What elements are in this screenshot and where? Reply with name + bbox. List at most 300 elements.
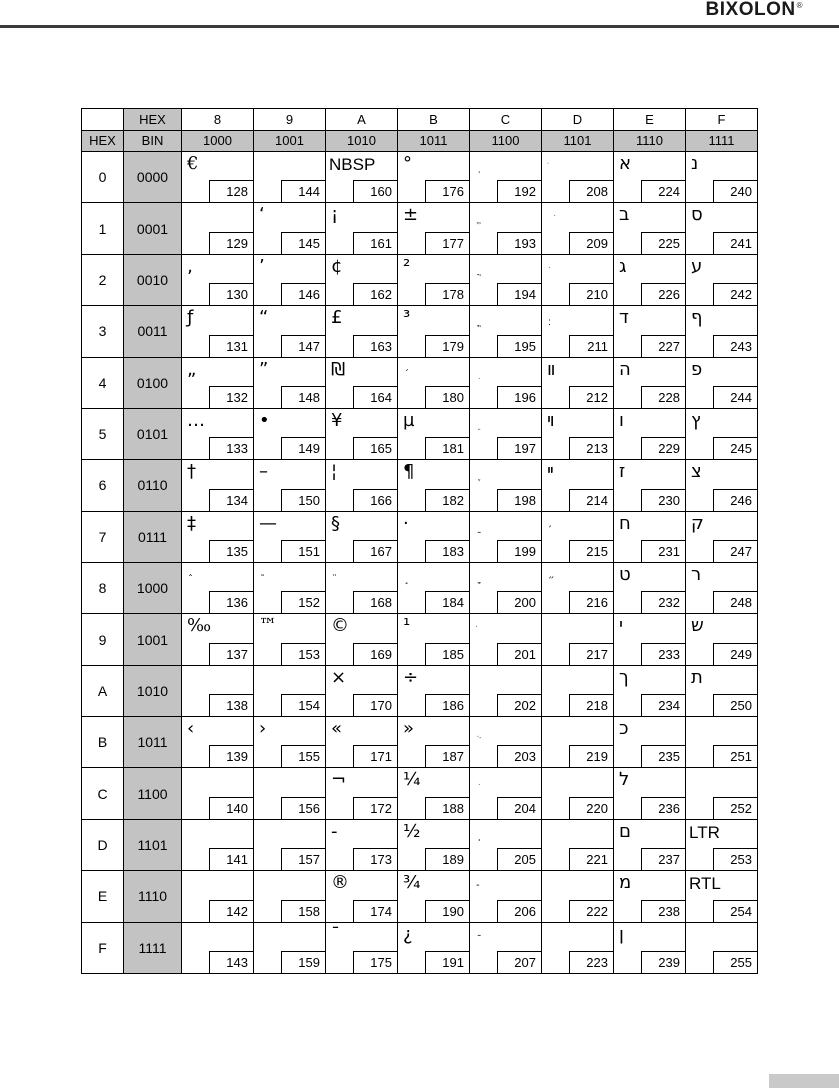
- decimal-code: 226: [641, 283, 685, 305]
- glyph: ט: [619, 564, 631, 585]
- glyph: ´: [404, 368, 409, 380]
- decimal-code: 232: [641, 591, 685, 613]
- char-cell: [326, 665, 398, 716]
- char-cell: [254, 665, 326, 716]
- decimal-code: 180: [425, 386, 469, 408]
- glyph: ¦: [331, 461, 338, 483]
- char-cell: [182, 717, 254, 768]
- row-bin: 0101: [124, 408, 182, 459]
- glyph: ג: [619, 255, 627, 277]
- char-cell: [542, 717, 614, 768]
- decimal-code: 215: [569, 540, 613, 562]
- char-cell: [182, 357, 254, 408]
- decimal-code: 193: [497, 232, 541, 254]
- char-cell: [542, 768, 614, 819]
- decimal-code: 218: [569, 694, 613, 716]
- char-cell: [398, 408, 470, 459]
- decimal-code: 249: [713, 643, 757, 665]
- char-cell: [614, 768, 686, 819]
- glyph: ½: [403, 820, 421, 842]
- char-cell: [686, 871, 758, 922]
- row-bin: 0001: [124, 203, 182, 254]
- glyph: ץ: [691, 409, 701, 431]
- decimal-code: 205: [497, 848, 541, 870]
- decimal-code: 190: [425, 900, 469, 922]
- glyph: ‰: [187, 615, 212, 637]
- char-cell: [182, 511, 254, 562]
- char-cell: [398, 357, 470, 408]
- decimal-code: 184: [425, 591, 469, 613]
- decimal-code: 207: [497, 951, 541, 973]
- table-row: [82, 152, 758, 203]
- char-cell: [254, 922, 326, 973]
- glyph: ׃: [548, 317, 551, 329]
- decimal-code: 162: [353, 283, 397, 305]
- column-bin-header: 1100: [470, 130, 542, 152]
- corner-cell: [82, 109, 124, 131]
- column-hex-header: A: [326, 109, 398, 131]
- glyph: ˜: [260, 574, 265, 585]
- glyph: £: [331, 307, 343, 329]
- char-cell: [614, 717, 686, 768]
- registered-mark: ®: [796, 1, 803, 10]
- glyph: ÷: [403, 666, 419, 688]
- char-cell: [470, 511, 542, 562]
- char-cell: [254, 614, 326, 665]
- decimal-code: 186: [425, 694, 469, 716]
- char-cell: [542, 563, 614, 614]
- char-cell: [182, 152, 254, 203]
- decimal-code: 146: [281, 283, 325, 305]
- decimal-code: 224: [641, 180, 685, 202]
- char-cell: [326, 408, 398, 459]
- char-cell: [326, 460, 398, 511]
- decimal-code: 199: [497, 540, 541, 562]
- table-row: [82, 768, 758, 819]
- row-hex: 1: [82, 203, 124, 254]
- char-cell: [470, 768, 542, 819]
- decimal-code: 152: [281, 591, 325, 613]
- decimal-code: 149: [281, 437, 325, 459]
- glyph: ‘: [259, 204, 265, 226]
- column-hex-header: E: [614, 109, 686, 131]
- char-cell: [326, 152, 398, 203]
- char-cell: [254, 563, 326, 614]
- char-cell: [182, 922, 254, 973]
- decimal-code: 213: [569, 437, 613, 459]
- row-hex: 2: [82, 254, 124, 305]
- char-cell: [398, 717, 470, 768]
- glyph: °: [403, 153, 412, 175]
- char-cell: [686, 665, 758, 716]
- glyph: י: [619, 615, 624, 637]
- glyph: ®: [331, 872, 349, 894]
- footer-bar: [769, 1074, 839, 1088]
- row-bin: 1110: [124, 871, 182, 922]
- decimal-code: 244: [713, 386, 757, 408]
- decimal-code: 185: [425, 643, 469, 665]
- decimal-code: 176: [425, 180, 469, 202]
- decimal-code: 144: [281, 180, 325, 202]
- decimal-code: 233: [641, 643, 685, 665]
- char-cell: [182, 563, 254, 614]
- decimal-code: 129: [209, 232, 253, 254]
- char-cell: [542, 152, 614, 203]
- decimal-code: 198: [497, 489, 541, 511]
- glyph: ױ: [547, 409, 555, 431]
- table-row: [82, 357, 758, 408]
- char-cell: [470, 357, 542, 408]
- decimal-code: 251: [713, 745, 757, 767]
- char-cell: [254, 254, 326, 305]
- glyph: †: [187, 461, 196, 483]
- row-hex: 5: [82, 408, 124, 459]
- char-cell: [470, 203, 542, 254]
- char-cell: [254, 357, 326, 408]
- table-row: [82, 408, 758, 459]
- char-cell: [254, 717, 326, 768]
- decimal-code: 181: [425, 437, 469, 459]
- decimal-code: 167: [353, 540, 397, 562]
- glyph: ™: [259, 615, 277, 637]
- char-cell: [326, 768, 398, 819]
- decimal-code: 192: [497, 180, 541, 202]
- char-cell: [614, 306, 686, 357]
- char-cell: [542, 922, 614, 973]
- glyph: ¿: [403, 923, 413, 945]
- row-hex: 7: [82, 511, 124, 562]
- decimal-code: 250: [713, 694, 757, 716]
- column-bin-header: 1001: [254, 130, 326, 152]
- row-hex: 3: [82, 306, 124, 357]
- row-bin: 0111: [124, 511, 182, 562]
- decimal-code: 242: [713, 283, 757, 305]
- decimal-code: 229: [641, 437, 685, 459]
- decimal-code: 194: [497, 283, 541, 305]
- row-bin: 0011: [124, 306, 182, 357]
- decimal-code: 187: [425, 745, 469, 767]
- row-bin: 1011: [124, 717, 182, 768]
- decimal-code: 236: [641, 797, 685, 819]
- glyph: ײ: [547, 461, 553, 483]
- glyph: ¨: [332, 574, 337, 585]
- decimal-code: 169: [353, 643, 397, 665]
- glyph: “: [259, 307, 269, 329]
- decimal-code: 216: [569, 591, 613, 613]
- decimal-code: 188: [425, 797, 469, 819]
- decimal-code: 210: [569, 283, 613, 305]
- char-cell: [542, 871, 614, 922]
- glyph: …: [187, 409, 205, 431]
- char-cell: [182, 871, 254, 922]
- table-row: [82, 203, 758, 254]
- glyph: מ: [619, 872, 632, 894]
- row-bin: 0000: [124, 152, 182, 203]
- decimal-code: 225: [641, 232, 685, 254]
- glyph: ²: [403, 255, 411, 277]
- char-cell: [614, 408, 686, 459]
- column-hex-header: D: [542, 109, 614, 131]
- decimal-code: 253: [713, 848, 757, 870]
- decimal-code: 222: [569, 900, 613, 922]
- decimal-code: 140: [209, 797, 253, 819]
- glyph: ז: [619, 461, 626, 483]
- char-cell: [542, 408, 614, 459]
- char-cell: [470, 819, 542, 870]
- char-cell: [398, 203, 470, 254]
- char-cell: [326, 819, 398, 870]
- glyph: ר: [691, 564, 702, 585]
- char-cell: [326, 511, 398, 562]
- char-cell: [398, 665, 470, 716]
- column-hex-header: C: [470, 109, 542, 131]
- char-cell: [470, 614, 542, 665]
- glyph: ₪: [331, 358, 346, 380]
- bin-label: BIN: [124, 130, 182, 152]
- glyph: €: [187, 153, 199, 175]
- glyph: ש: [691, 615, 704, 637]
- row-hex: 4: [82, 357, 124, 408]
- decimal-code: 243: [713, 335, 757, 357]
- decimal-code: 248: [713, 591, 757, 613]
- decimal-code: 138: [209, 694, 253, 716]
- decimal-code: 154: [281, 694, 325, 716]
- row-bin: 1000: [124, 563, 182, 614]
- glyph: ח: [619, 512, 631, 534]
- char-cell: [398, 922, 470, 973]
- glyph: ע: [691, 255, 703, 277]
- decimal-code: 174: [353, 900, 397, 922]
- decimal-code: 160: [353, 180, 397, 202]
- decimal-code: 164: [353, 386, 397, 408]
- decimal-code: 173: [353, 848, 397, 870]
- row-hex: 6: [82, 460, 124, 511]
- char-cell: [470, 871, 542, 922]
- char-cell: [398, 152, 470, 203]
- table-row: [82, 665, 758, 716]
- char-cell: [614, 819, 686, 870]
- char-cell: [326, 357, 398, 408]
- decimal-code: 230: [641, 489, 685, 511]
- char-cell: [182, 306, 254, 357]
- char-cell: [686, 768, 758, 819]
- decimal-code: 200: [497, 591, 541, 613]
- decimal-code: 223: [569, 951, 613, 973]
- char-cell: [182, 768, 254, 819]
- char-cell: [686, 922, 758, 973]
- decimal-code: 182: [425, 489, 469, 511]
- decimal-code: 202: [497, 694, 541, 716]
- decimal-code: 231: [641, 540, 685, 562]
- char-cell: [182, 665, 254, 716]
- char-cell: [182, 819, 254, 870]
- char-cell: [470, 408, 542, 459]
- decimal-code: 177: [425, 232, 469, 254]
- char-cell: [254, 408, 326, 459]
- column-bin-header: 1011: [398, 130, 470, 152]
- decimal-code: 196: [497, 386, 541, 408]
- glyph: µ: [403, 409, 415, 431]
- char-cell: [542, 357, 614, 408]
- decimal-code: 214: [569, 489, 613, 511]
- column-bin-header: 1111: [686, 130, 758, 152]
- column-hex-header: 9: [254, 109, 326, 131]
- decimal-code: 219: [569, 745, 613, 767]
- table-row: [82, 819, 758, 870]
- char-cell: [686, 717, 758, 768]
- decimal-code: 195: [497, 335, 541, 357]
- char-cell: [686, 254, 758, 305]
- decimal-code: 211: [569, 335, 613, 357]
- char-cell: [686, 819, 758, 870]
- decimal-code: 254: [713, 900, 757, 922]
- glyph: כ: [619, 718, 629, 740]
- char-cell: [614, 511, 686, 562]
- column-bin-header: 1000: [182, 130, 254, 152]
- char-cell: [542, 203, 614, 254]
- glyph: ק: [691, 512, 704, 534]
- row-hex: 9: [82, 614, 124, 665]
- char-cell: [254, 819, 326, 870]
- decimal-code: 179: [425, 335, 469, 357]
- glyph: „: [187, 358, 197, 380]
- glyph: ׳: [548, 522, 553, 534]
- decimal-code: 158: [281, 900, 325, 922]
- row-bin: 0110: [124, 460, 182, 511]
- brand-name: BIXOLON: [705, 0, 796, 20]
- char-cell: [542, 819, 614, 870]
- glyph: ©: [331, 615, 349, 637]
- row-bin: 1101: [124, 819, 182, 870]
- decimal-code: 133: [209, 437, 253, 459]
- glyph: ¢: [331, 255, 343, 277]
- char-cell: [614, 203, 686, 254]
- char-cell: [326, 563, 398, 614]
- decimal-code: 246: [713, 489, 757, 511]
- char-cell: [470, 306, 542, 357]
- char-cell: [470, 460, 542, 511]
- decimal-code: 191: [425, 951, 469, 973]
- decimal-code: 212: [569, 386, 613, 408]
- column-hex-header: 8: [182, 109, 254, 131]
- glyph: §: [331, 512, 340, 534]
- char-cell: [686, 152, 758, 203]
- glyph: ¶: [403, 461, 415, 483]
- decimal-code: 134: [209, 489, 253, 511]
- char-cell: [398, 306, 470, 357]
- decimal-code: 137: [209, 643, 253, 665]
- decimal-code: 206: [497, 900, 541, 922]
- char-cell: [326, 922, 398, 973]
- brand-logo: [706, 0, 803, 20]
- decimal-code: 153: [281, 643, 325, 665]
- decimal-code: 135: [209, 540, 253, 562]
- char-cell: [686, 511, 758, 562]
- glyph: א: [619, 153, 632, 175]
- row-hex: E: [82, 871, 124, 922]
- row-hex-label: HEX: [82, 130, 124, 152]
- char-cell: [614, 614, 686, 665]
- char-cell: [254, 306, 326, 357]
- decimal-code: 245: [713, 437, 757, 459]
- code-page-table: [81, 108, 758, 974]
- glyph: —: [259, 512, 277, 534]
- glyph: NBSP: [329, 155, 376, 175]
- decimal-code: 221: [569, 848, 613, 870]
- char-cell: [614, 922, 686, 973]
- row-hex: B: [82, 717, 124, 768]
- header-bin-row: [82, 130, 758, 152]
- glyph: ”: [259, 358, 269, 380]
- decimal-code: 208: [569, 180, 613, 202]
- glyph: ד: [619, 307, 629, 329]
- decimal-code: 209: [569, 232, 613, 254]
- code-page-body: [82, 109, 758, 974]
- row-hex: 0: [82, 152, 124, 203]
- hex-label: HEX: [124, 109, 182, 131]
- decimal-code: 145: [281, 232, 325, 254]
- glyph: ״: [548, 574, 555, 585]
- decimal-code: 238: [641, 900, 685, 922]
- char-cell: [398, 563, 470, 614]
- char-cell: [614, 357, 686, 408]
- decimal-code: 166: [353, 489, 397, 511]
- decimal-code: 156: [281, 797, 325, 819]
- glyph: ›: [259, 718, 267, 740]
- glyph: –: [259, 461, 268, 483]
- decimal-code: 171: [353, 745, 397, 767]
- char-cell: [326, 254, 398, 305]
- char-cell: [254, 460, 326, 511]
- glyph: LTR: [689, 822, 720, 842]
- decimal-code: 131: [209, 335, 253, 357]
- glyph: RTL: [689, 874, 721, 894]
- glyph: ¡: [331, 204, 339, 226]
- char-cell: [398, 511, 470, 562]
- glyph: ¾: [403, 872, 421, 894]
- decimal-code: 143: [209, 951, 253, 973]
- decimal-code: 201: [497, 643, 541, 665]
- char-cell: [254, 768, 326, 819]
- char-cell: [398, 614, 470, 665]
- char-cell: [182, 254, 254, 305]
- char-cell: [326, 203, 398, 254]
- glyph: «: [331, 718, 343, 740]
- decimal-code: 142: [209, 900, 253, 922]
- decimal-code: 168: [353, 591, 397, 613]
- char-cell: [470, 254, 542, 305]
- decimal-code: 237: [641, 848, 685, 870]
- char-cell: [182, 203, 254, 254]
- column-bin-header: 1110: [614, 130, 686, 152]
- glyph: ¬: [331, 769, 347, 791]
- glyph: •: [259, 409, 270, 431]
- decimal-code: 151: [281, 540, 325, 562]
- char-cell: [686, 563, 758, 614]
- row-hex: F: [82, 922, 124, 973]
- glyph: ה: [619, 358, 631, 380]
- decimal-code: 132: [209, 386, 253, 408]
- glyph: ן: [619, 923, 624, 945]
- glyph: ם: [619, 820, 631, 842]
- glyph: ×: [331, 666, 347, 688]
- table-row: [82, 511, 758, 562]
- column-hex-header: F: [686, 109, 758, 131]
- table-row: [82, 460, 758, 511]
- decimal-code: 234: [641, 694, 685, 716]
- table-row: [82, 563, 758, 614]
- char-cell: [182, 614, 254, 665]
